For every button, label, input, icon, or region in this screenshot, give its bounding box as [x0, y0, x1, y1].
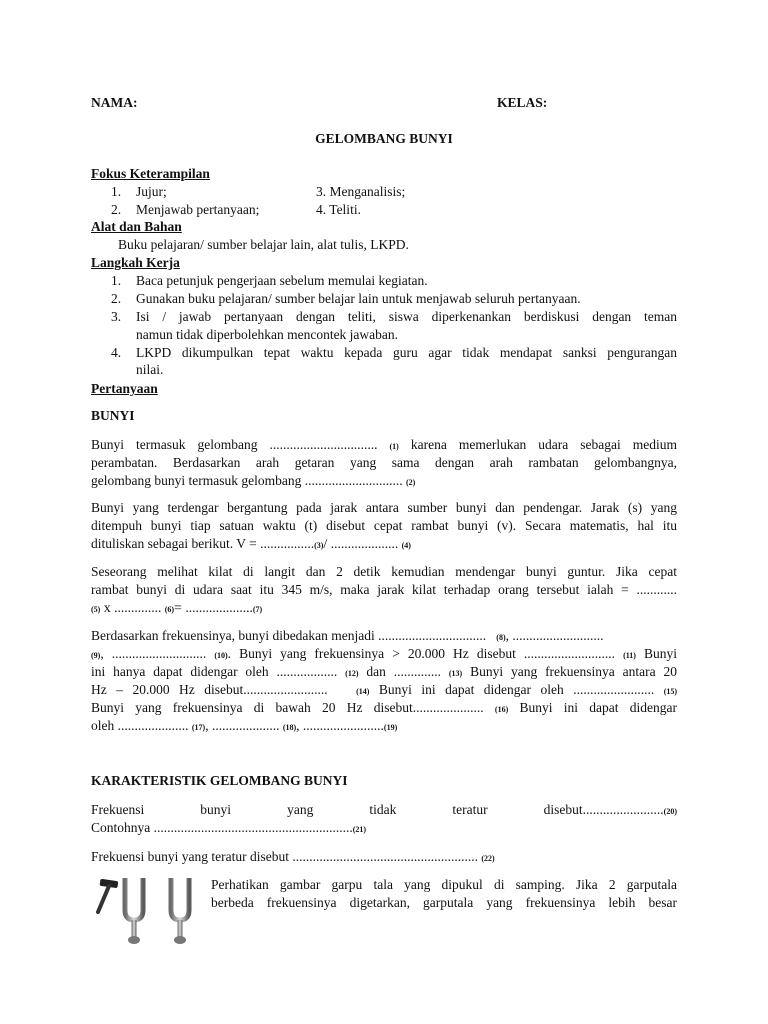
p3-line-3: (5) x .............. (6)= ....................(7)	[91, 600, 263, 616]
p7-line-1: Perhatikan gambar garpu tala yang dipukul di samping. Jika 2 garputala	[211, 877, 677, 892]
tuning-fork-hammer-icon	[93, 874, 203, 950]
nama-label: NAMA:	[91, 95, 138, 110]
tuning-fork-image	[93, 874, 203, 950]
p6-line-1: Frekuensi bunyi yang teratur disebut ....................................................... (22)	[91, 849, 495, 864]
p4-line-1: Berdasarkan frekuensinya, bunyi dibedakan menjadi ................................ (8), ...........................	[91, 628, 604, 643]
p4-line-3: ini hanya dapat didengar oleh .................. (12) dan .............. (13) Bunyi yang frekuensinya antara 20	[91, 664, 678, 679]
p1-line-1: Bunyi termasuk gelombang ................................ (1) karena memerlukan udara sebagai medium	[91, 437, 678, 452]
p5-line-1: Frekuensi bunyi yang tidak teratur disebut........................(20)	[91, 802, 677, 817]
p3-line-1: Seseorang melihat kilat di langit dan 2 detik kemudian mendengar bunyi guntur. Jika cepat	[91, 564, 677, 579]
p4-line-2: (9), ............................ (10). Bunyi yang frekuensinya > 20.000 Hz disebut ........................... (11) Bunyi	[91, 646, 678, 661]
bunyi-heading: BUNYI	[91, 408, 135, 423]
langkah-heading: Langkah Kerja	[91, 255, 180, 270]
p5-line-2: Contohnya ...........................................................(21)	[91, 820, 367, 835]
fokus-heading: Fokus Keterampilan	[91, 166, 210, 181]
kelas-label: KELAS:	[497, 95, 548, 110]
karakteristik-heading: KARAKTERISTIK GELOMBANG BUNYI	[91, 773, 348, 788]
p2-line-2: ditempuh bunyi tiap satuan waktu (t) disebut cepat rambat bunyi (v). Secara matematis, hal itu	[91, 518, 677, 533]
pertanyaan-heading: Pertanyaan	[91, 381, 158, 396]
fokus-item-2: Menjawab pertanyaan;	[136, 202, 260, 217]
p1-line-2: perambatan. Berdasarkan arah getaran yang sama dengan arah rambatan gelombangnya,	[91, 455, 677, 470]
p4-line-4: Hz – 20.000 Hz disebut......................... (14) Bunyi ini dapat didengar oleh ........................ (15)	[91, 682, 678, 697]
p4-line-5: Bunyi yang frekuensinya di bawah 20 Hz disebut..................... (16) Bunyi ini dapat didengar	[91, 700, 677, 715]
fokus-item-1: Jujur;	[136, 184, 167, 199]
p1-line-3: gelombang bunyi termasuk gelombang ............................. (2)	[91, 473, 416, 488]
fokus-item-3: 3. Menganalisis;	[316, 184, 406, 199]
alat-heading: Alat dan Bahan	[91, 219, 182, 234]
page-title: GELOMBANG BUNYI	[315, 131, 453, 146]
fokus-item-4: 4. Teliti.	[316, 202, 361, 217]
p7-line-2: berbeda frekuensinya digetarkan, garputala yang frekuensinya lebih besar	[211, 895, 677, 910]
p2-line-3: dituliskan sebagai berikut. V = ................(3)/ .................... (4)	[91, 536, 411, 552]
fokus-num-1: 1.	[111, 184, 122, 199]
p3-line-2: rambat bunyi di udara saat itu 345 m/s, maka jarak kilat terhadap orang tersebut ialah = ............	[91, 582, 677, 597]
fokus-num-2: 2.	[111, 202, 122, 217]
p4-line-6: oleh ..................... (17), .................... (18), ........................(19)	[91, 718, 398, 733]
alat-text: Buku pelajaran/ sumber belajar lain, alat tulis, LKPD.	[118, 237, 409, 252]
p2-line-1: Bunyi yang terdengar bergantung pada jarak antara sumber bunyi dan pendengar. Jarak (s) yang	[91, 500, 677, 515]
